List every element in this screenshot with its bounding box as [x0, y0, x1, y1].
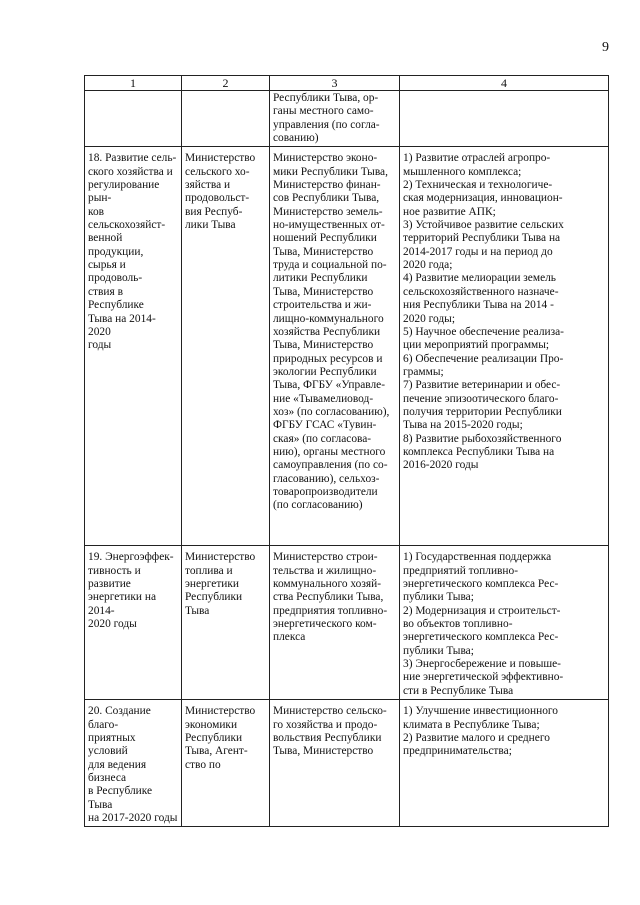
co-executors-cell	[270, 546, 400, 700]
cell-text-line: продовольст-	[185, 192, 250, 205]
cell-text-line: ганы местного само-	[273, 105, 374, 118]
cell-text-line: товаропроизводители	[273, 485, 378, 498]
program-name-cell	[85, 91, 182, 147]
cell-text-line: тельства и жилищно-	[273, 564, 377, 577]
cell-text-line: ношений Республики	[273, 232, 377, 245]
cell-text-line: энергетического комплекса Рес-	[403, 631, 559, 644]
page-number: 9	[602, 40, 609, 55]
cell-text-line: ства Республики Тыва,	[273, 591, 384, 604]
cell-text-line: публики Тыва;	[403, 644, 474, 657]
subprograms-cell	[400, 700, 609, 827]
cell-text-line: климата в Республике Тыва;	[403, 718, 540, 731]
co-executors-cell	[270, 700, 400, 827]
cell-text-line: 2) Техническая и технологиче-	[403, 179, 553, 192]
cell-text-line: Министерство	[185, 551, 256, 564]
cell-text-line: тивность и развитие	[88, 564, 141, 591]
cell-text-line: энергетики на 2014-	[88, 591, 157, 617]
cell-text-line: 8) Развитие рыбохозяйственного	[403, 432, 562, 445]
cell-text-line: 6) Обеспечение реализации Про-	[403, 352, 564, 365]
table-row	[85, 700, 609, 827]
cell-text-line: приятных условий	[88, 732, 136, 758]
cell-text-line: строительства и жи-	[273, 299, 372, 312]
cell-text-line: ствия в Республике	[88, 285, 144, 312]
cell-text-line: 19. Энергоэффек-	[88, 551, 174, 564]
cell-text-line: Тыва, Министерство	[273, 339, 374, 352]
cell-text-line: 2014-2017 годы и на период до	[403, 245, 553, 258]
cell-text-line: Министерство сельско-	[273, 705, 387, 718]
cell-text-line: коммунального хозяй-	[273, 578, 381, 591]
cell-text-line: плекса	[273, 631, 306, 644]
cell-text-line: публики Тыва;	[403, 591, 474, 604]
cell-text-line: Министерство	[185, 152, 256, 165]
program-table	[84, 75, 609, 827]
cell-text-line: Республики	[185, 591, 243, 604]
cell-text-line: ния Республики Тыва на 2014 -	[403, 299, 554, 312]
cell-text-line: 2) Развитие малого и среднего	[403, 732, 550, 745]
cell-text-line: гласованию), сельхоз-	[273, 472, 380, 485]
cell-text-line: венной продукции,	[88, 232, 144, 258]
cell-text-line: Министерство	[185, 705, 256, 718]
table-row	[85, 147, 609, 546]
table-row	[85, 91, 609, 147]
cell-text-line: в Республике Тыва	[88, 785, 153, 811]
cell-text-line: (по согласованию)	[273, 499, 363, 512]
cell-text-line: 1) Развитие отраслей агропро-	[403, 152, 551, 165]
cell-text-line: Тыва, Агент-	[185, 745, 248, 758]
header-cell-3: 3	[270, 76, 400, 91]
responsible-executor-cell	[182, 91, 270, 147]
cell-text-line: вия Респуб-	[185, 205, 243, 218]
cell-text-line: 1) Государственная поддержка	[403, 551, 552, 564]
cell-text-line: Тыва на 2014-2020	[88, 312, 156, 338]
subprograms-cell	[400, 91, 609, 147]
cell-text-line: 7) Развитие ветеринарии и обес-	[403, 379, 561, 392]
cell-text-line: ская модернизация, инновацион-	[403, 192, 563, 205]
cell-text-line: нию), органы местного	[273, 445, 386, 458]
cell-text-line: 2020 года;	[403, 259, 453, 272]
responsible-executor-cell	[182, 546, 270, 700]
cell-text-line: ского хозяйства и	[88, 165, 173, 178]
cell-text-line: Тыва на 2015-2020 годы;	[403, 419, 523, 432]
cell-text-line: во объектов топливно-	[403, 618, 513, 631]
cell-text-line: сов Республики Тыва,	[273, 192, 380, 205]
cell-text-line: Министерство финан-	[273, 179, 381, 192]
cell-text-line: Министерство земель-	[273, 205, 383, 218]
header-cell-4: 4	[400, 76, 609, 91]
co-executors-cell	[270, 91, 400, 147]
cell-text-line: ство по	[185, 758, 221, 771]
cell-text-line: 20. Создание благо-	[88, 705, 151, 731]
cell-text-line: ние энергетической эффективно-	[403, 671, 564, 684]
cell-text-line: 1) Улучшение инвестиционного	[403, 705, 558, 718]
cell-text-line: Республики	[185, 732, 243, 745]
program-name-cell	[85, 546, 182, 700]
cell-text-line: Тыва, Министерство	[273, 285, 374, 298]
subprograms-cell	[400, 546, 609, 700]
cell-text-line: природных ресурсов и	[273, 352, 383, 365]
subprograms-cell	[400, 147, 609, 546]
cell-text-line: лики Тыва	[185, 219, 236, 232]
cell-text-line: ФГБУ ГСАС «Тувин-	[273, 419, 377, 432]
cell-text-line: 2020 годы;	[403, 312, 455, 325]
cell-text-line: мики Республики Тыва,	[273, 165, 388, 178]
cell-text-line: Тыва	[185, 604, 210, 617]
cell-text-line: сти в Республике Тыва	[403, 684, 514, 697]
cell-text-line: для ведения бизнеса	[88, 758, 147, 785]
cell-text-line: 3) Устойчивое развитие сельских	[403, 219, 564, 232]
cell-text-line: сованию)	[273, 132, 319, 145]
cell-text-line: 3) Энергосбережение и повыше-	[403, 658, 561, 671]
cell-text-line: 18. Развитие сель-	[88, 152, 177, 165]
program-name-cell	[85, 700, 182, 827]
cell-text-line: сельского хо-	[185, 165, 250, 178]
cell-text-line: самоуправления (по со-	[273, 459, 388, 472]
cell-text-line: 2020 годы	[88, 618, 137, 631]
header-cell-1: 1	[85, 76, 182, 91]
cell-text-line: мышленного комплекса;	[403, 165, 522, 178]
table-row	[85, 546, 609, 700]
cell-text-line: труда и социальной по-	[273, 259, 387, 272]
cell-text-line: Республики Тыва, ор-	[273, 92, 379, 104]
cell-text-line: хоз» (по согласованию),	[273, 405, 390, 418]
cell-text-line: Министерство эконо-	[273, 152, 378, 165]
cell-text-line: печение эпизоотического благо-	[403, 392, 559, 405]
cell-text-line: го хозяйства и продо-	[273, 718, 378, 731]
cell-text-line: предприятия топливно-	[273, 604, 388, 617]
cell-text-line: ков сельскохозяйст-	[88, 205, 166, 232]
cell-text-line: ции мероприятий программы;	[403, 339, 550, 352]
cell-text-line: регулирование рын-	[88, 179, 160, 205]
cell-text-line: Тыва, ФГБУ «Управле-	[273, 379, 386, 392]
cell-text-line: экологии Республики	[273, 365, 377, 378]
cell-text-line: топлива и	[185, 564, 233, 577]
responsible-executor-cell	[182, 700, 270, 827]
cell-text-line: предприятий топливно-	[403, 564, 518, 577]
cell-text-line: ное развитие АПК;	[403, 205, 496, 218]
cell-text-line: предпринимательства;	[403, 745, 512, 758]
cell-text-line: литики Республики	[273, 272, 368, 285]
cell-text-line: ние «Тывамелиовод-	[273, 392, 374, 405]
cell-text-line: вольствия Республики	[273, 732, 382, 745]
cell-text-line: экономики	[185, 718, 238, 731]
cell-text-line: годы	[88, 339, 112, 352]
cell-text-line: ская» (по согласова-	[273, 432, 372, 445]
header-cell-2: 2	[182, 76, 270, 91]
cell-text-line: комплекса Республики Тыва на	[403, 445, 555, 458]
co-executors-cell	[270, 147, 400, 546]
cell-text-line: лищно-коммунального	[273, 312, 384, 325]
responsible-executor-cell	[182, 147, 270, 546]
cell-text-line: 2016-2020 годы	[403, 459, 479, 472]
cell-text-line: сырья и продоволь-	[88, 259, 143, 285]
cell-text-line: Тыва, Министерство	[273, 745, 374, 758]
cell-text-line: сельскохозяйственного назначе-	[403, 285, 559, 298]
table-header-row	[85, 76, 609, 91]
cell-text-line: зяйства и	[185, 179, 231, 192]
cell-text-line: территорий Республики Тыва на	[403, 232, 561, 245]
cell-text-line: энергетики	[185, 578, 240, 591]
cell-text-line: Тыва, Министерство	[273, 245, 374, 258]
cell-text-line: получия территории Республики	[403, 405, 562, 418]
program-name-cell	[85, 147, 182, 546]
cell-text-line: энергетического комплекса Рес-	[403, 578, 559, 591]
cell-text-line: но-имущественных от-	[273, 219, 385, 232]
cell-text-line: хозяйства Республики	[273, 325, 381, 338]
cell-text-line: 2) Модернизация и строительст-	[403, 604, 561, 617]
cell-text-line: 5) Научное обеспечение реализа-	[403, 325, 564, 338]
cell-text-line: граммы;	[403, 365, 444, 378]
cell-text-line: энергетического ком-	[273, 618, 377, 631]
cell-text-line: Министерство строи-	[273, 551, 378, 564]
cell-text-line: управления (по согла-	[273, 118, 380, 131]
cell-text-line: 4) Развитие мелиорации земель	[403, 272, 557, 285]
cell-text-line: на 2017-2020 годы	[88, 812, 178, 825]
